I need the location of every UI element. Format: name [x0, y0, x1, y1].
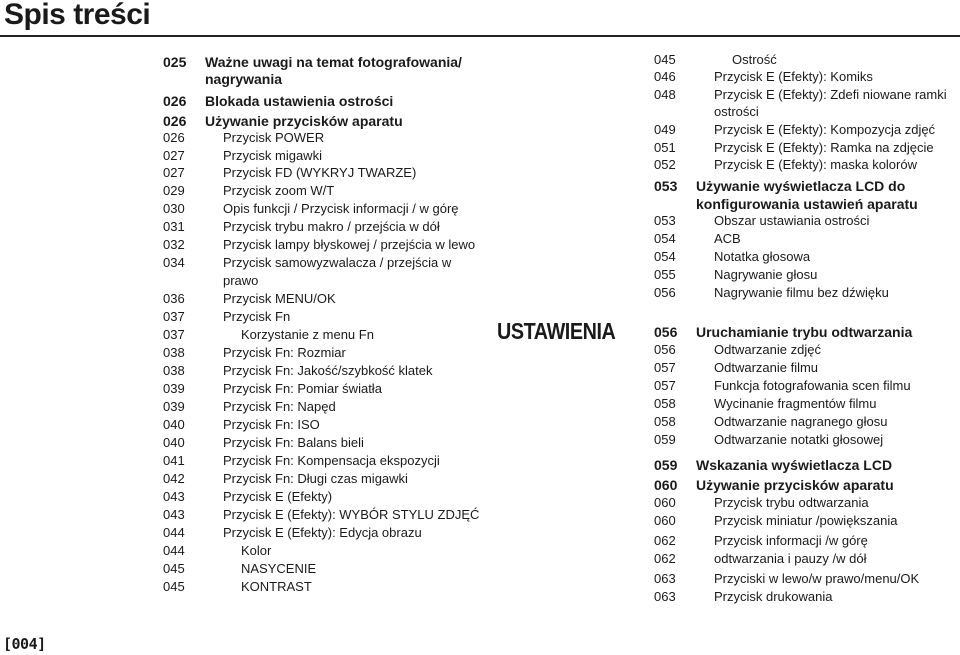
- toc-page-number: 037: [163, 309, 185, 324]
- toc-page-number: 039: [163, 399, 185, 414]
- toc-entry-text: Nagrywanie filmu bez dźwięku: [714, 285, 889, 300]
- toc-page-number: 039: [163, 381, 185, 396]
- toc-page-number: 027: [163, 148, 185, 163]
- toc-entry-text: Ważne uwagi na temat fotografowania/: [205, 54, 462, 70]
- toc-page-number: 053: [654, 213, 676, 228]
- toc-entry-text: Odtwarzanie zdjęć: [714, 342, 821, 357]
- toc-page-number: 038: [163, 363, 185, 378]
- toc-page-number: 058: [654, 396, 676, 411]
- title-divider: [0, 35, 960, 37]
- toc-entry-text: Ostrość: [732, 52, 777, 67]
- toc-page-number: 060: [654, 477, 678, 493]
- toc-entry-text: Przycisk FD (WYKRYJ TWARZE): [223, 165, 417, 180]
- toc-entry-text: Przycisk E (Efekty): Kompozycja zdjęć: [714, 122, 936, 137]
- toc-entry-text: Nagrywanie głosu: [714, 267, 818, 282]
- toc-page-number: 053: [654, 178, 678, 194]
- toc-entry-text: Wskazania wyświetlacza LCD: [696, 457, 893, 473]
- toc-entry-text: Przycisk MENU/OK: [223, 291, 336, 306]
- toc-entry-text: Przycisk Fn: [223, 309, 291, 324]
- toc-page-number: 040: [163, 435, 185, 450]
- toc-page-number: 026: [163, 113, 187, 129]
- toc-entry-text: Korzystanie z menu Fn: [241, 327, 374, 342]
- toc-page-number: 056: [654, 285, 676, 300]
- toc-entry-text: Przycisk Fn: Napęd: [223, 399, 336, 414]
- toc-right-column: [654, 53, 954, 613]
- toc-entry-text: Odtwarzanie nagranego głosu: [714, 414, 888, 429]
- toc-page-number: 043: [163, 489, 185, 504]
- toc-page-number: 057: [654, 360, 676, 375]
- toc-page-number: 030: [163, 201, 185, 216]
- toc-page-number: 027: [163, 165, 185, 180]
- toc-page-number: 031: [163, 219, 185, 234]
- toc-page-number: 045: [163, 579, 185, 594]
- toc-entry-text: ostrości: [714, 104, 759, 119]
- toc-entry-text: KONTRAST: [241, 579, 312, 594]
- toc-page-number: 045: [163, 561, 185, 576]
- toc-page-number: 040: [163, 417, 185, 432]
- toc-entry-text: Przyciski w lewo/w prawo/menu/OK: [714, 571, 920, 586]
- toc-page-number: 038: [163, 345, 185, 360]
- toc-entry-text: nagrywania: [205, 71, 283, 87]
- toc-entry-text: prawo: [223, 273, 259, 288]
- toc-entry-text: Przycisk E (Efekty): Ramka na zdjęcie: [714, 140, 934, 155]
- toc-page-number: 036: [163, 291, 185, 306]
- toc-page-number: 046: [654, 69, 676, 84]
- toc-page-number: 054: [654, 249, 676, 264]
- toc-page-number: 063: [654, 571, 676, 586]
- toc-page-number: 032: [163, 237, 185, 252]
- toc-page-number: 060: [654, 513, 676, 528]
- toc-entry-text: Przycisk E (Efekty): maska kolorów: [714, 157, 917, 172]
- toc-entry-text: Przycisk POWER: [223, 130, 325, 145]
- toc-entry-text: Przycisk Fn: ISO: [223, 417, 320, 432]
- toc-entry-text: NASYCENIE: [241, 561, 317, 576]
- toc-entry-text: Przycisk Fn: Kompensacja ekspozycji: [223, 453, 440, 468]
- toc-entry-text: Przycisk informacji /w górę: [714, 533, 868, 548]
- toc-entry-text: Używanie przycisków aparatu: [696, 477, 894, 493]
- toc-entry-text: Odtwarzanie filmu: [714, 360, 819, 375]
- toc-page-number: 062: [654, 551, 676, 566]
- toc-page-number: 056: [654, 342, 676, 357]
- toc-page-number: 049: [654, 122, 676, 137]
- toc-entry-text: Przycisk E (Efekty): [223, 489, 333, 504]
- toc-page-number: 062: [654, 533, 676, 548]
- toc-entry-text: ACB: [714, 231, 741, 246]
- toc-entry-text: Przycisk lampy błyskowej / przejścia w lewo: [223, 237, 476, 252]
- toc-page-number: 026: [163, 93, 187, 109]
- toc-entry-text: Funkcja fotografowania scen filmu: [714, 378, 911, 393]
- toc-entry-text: Kolor: [241, 543, 272, 558]
- section-label: USTAWIENIA: [497, 318, 616, 344]
- toc-page-number: 042: [163, 471, 185, 486]
- toc-page-number: 052: [654, 157, 676, 172]
- toc-page-number: 026: [163, 130, 185, 145]
- toc-entry-text: Przycisk samowyzwalacza / przejścia w: [223, 255, 452, 270]
- toc-page-number: 037: [163, 327, 185, 342]
- toc-entry-text: Używanie przycisków aparatu: [205, 113, 403, 129]
- toc-page-number: 059: [654, 432, 676, 447]
- toc-entry-text: Odtwarzanie notatki głosowej: [714, 432, 884, 447]
- toc-entry-text: Przycisk miniatur /powiększania: [714, 513, 898, 528]
- page-number: [004]: [3, 635, 46, 653]
- toc-entry-text: Uruchamianie trybu odtwarzania: [696, 324, 913, 340]
- toc-entry-text: Przycisk Fn: Rozmiar: [223, 345, 346, 360]
- toc-left-column: [163, 55, 493, 615]
- toc-entry-text: Przycisk E (Efekty): Komiks: [714, 69, 873, 84]
- toc-entry-text: Przycisk Fn: Długi czas migawki: [223, 471, 408, 486]
- toc-page-number: 054: [654, 231, 676, 246]
- toc-entry-text: Obszar ustawiania ostrości: [714, 213, 870, 228]
- toc-page-number: 055: [654, 267, 676, 282]
- toc-page-number: 041: [163, 453, 185, 468]
- toc-page-number: 044: [163, 525, 185, 540]
- toc-page-number: 044: [163, 543, 185, 558]
- toc-entry-text: Opis funkcji / Przycisk informacji / w górę: [223, 201, 459, 216]
- toc-entry-text: odtwarzania i pauzy /w dół: [714, 551, 867, 566]
- toc-page-number: 029: [163, 183, 185, 198]
- toc-entry-text: Przycisk Fn: Pomiar światła: [223, 381, 382, 396]
- toc-page-number: 057: [654, 378, 676, 393]
- toc-page-number: 045: [654, 52, 676, 67]
- toc-entry-text: Przycisk migawki: [223, 148, 322, 163]
- toc-page-number: 043: [163, 507, 185, 522]
- toc-page-number: 034: [163, 255, 185, 270]
- page-title: Spis treści: [4, 0, 151, 31]
- toc-entry-text: konfigurowania ustawień aparatu: [696, 196, 918, 212]
- toc-entry-text: Używanie wyświetlacza LCD do: [696, 178, 906, 194]
- toc-entry-text: Przycisk E (Efekty): WYBÓR STYLU ZDJĘĆ: [223, 507, 480, 522]
- toc-page-number: 056: [654, 324, 678, 340]
- toc-page-number: 051: [654, 140, 676, 155]
- toc-entry-text: Przycisk trybu odtwarzania: [714, 495, 869, 510]
- toc-entry-text: Blokada ustawienia ostrości: [205, 93, 394, 109]
- toc-entry-text: Przycisk Fn: Jakość/szybkość klatek: [223, 363, 433, 378]
- toc-entry-text: Przycisk E (Efekty): Edycja obrazu: [223, 525, 422, 540]
- toc-entry-text: Notatka głosowa: [714, 249, 811, 264]
- toc-entry-text: Przycisk zoom W/T: [223, 183, 335, 198]
- toc-entry-text: Przycisk E (Efekty): Zdefi niowane ramki: [714, 87, 947, 102]
- toc-entry-text: Przycisk trybu makro / przejścia w dół: [223, 219, 440, 234]
- toc-page-number: 058: [654, 414, 676, 429]
- toc-entry-text: Przycisk drukowania: [714, 589, 833, 604]
- toc-entry-text: Przycisk Fn: Balans bieli: [223, 435, 364, 450]
- toc-entry-text: Wycinanie fragmentów filmu: [714, 396, 877, 411]
- toc-page-number: 059: [654, 457, 678, 473]
- toc-page-number: 048: [654, 87, 676, 102]
- toc-page-number: 060: [654, 495, 676, 510]
- toc-page-number: 025: [163, 54, 187, 70]
- toc-page-number: 063: [654, 589, 676, 604]
